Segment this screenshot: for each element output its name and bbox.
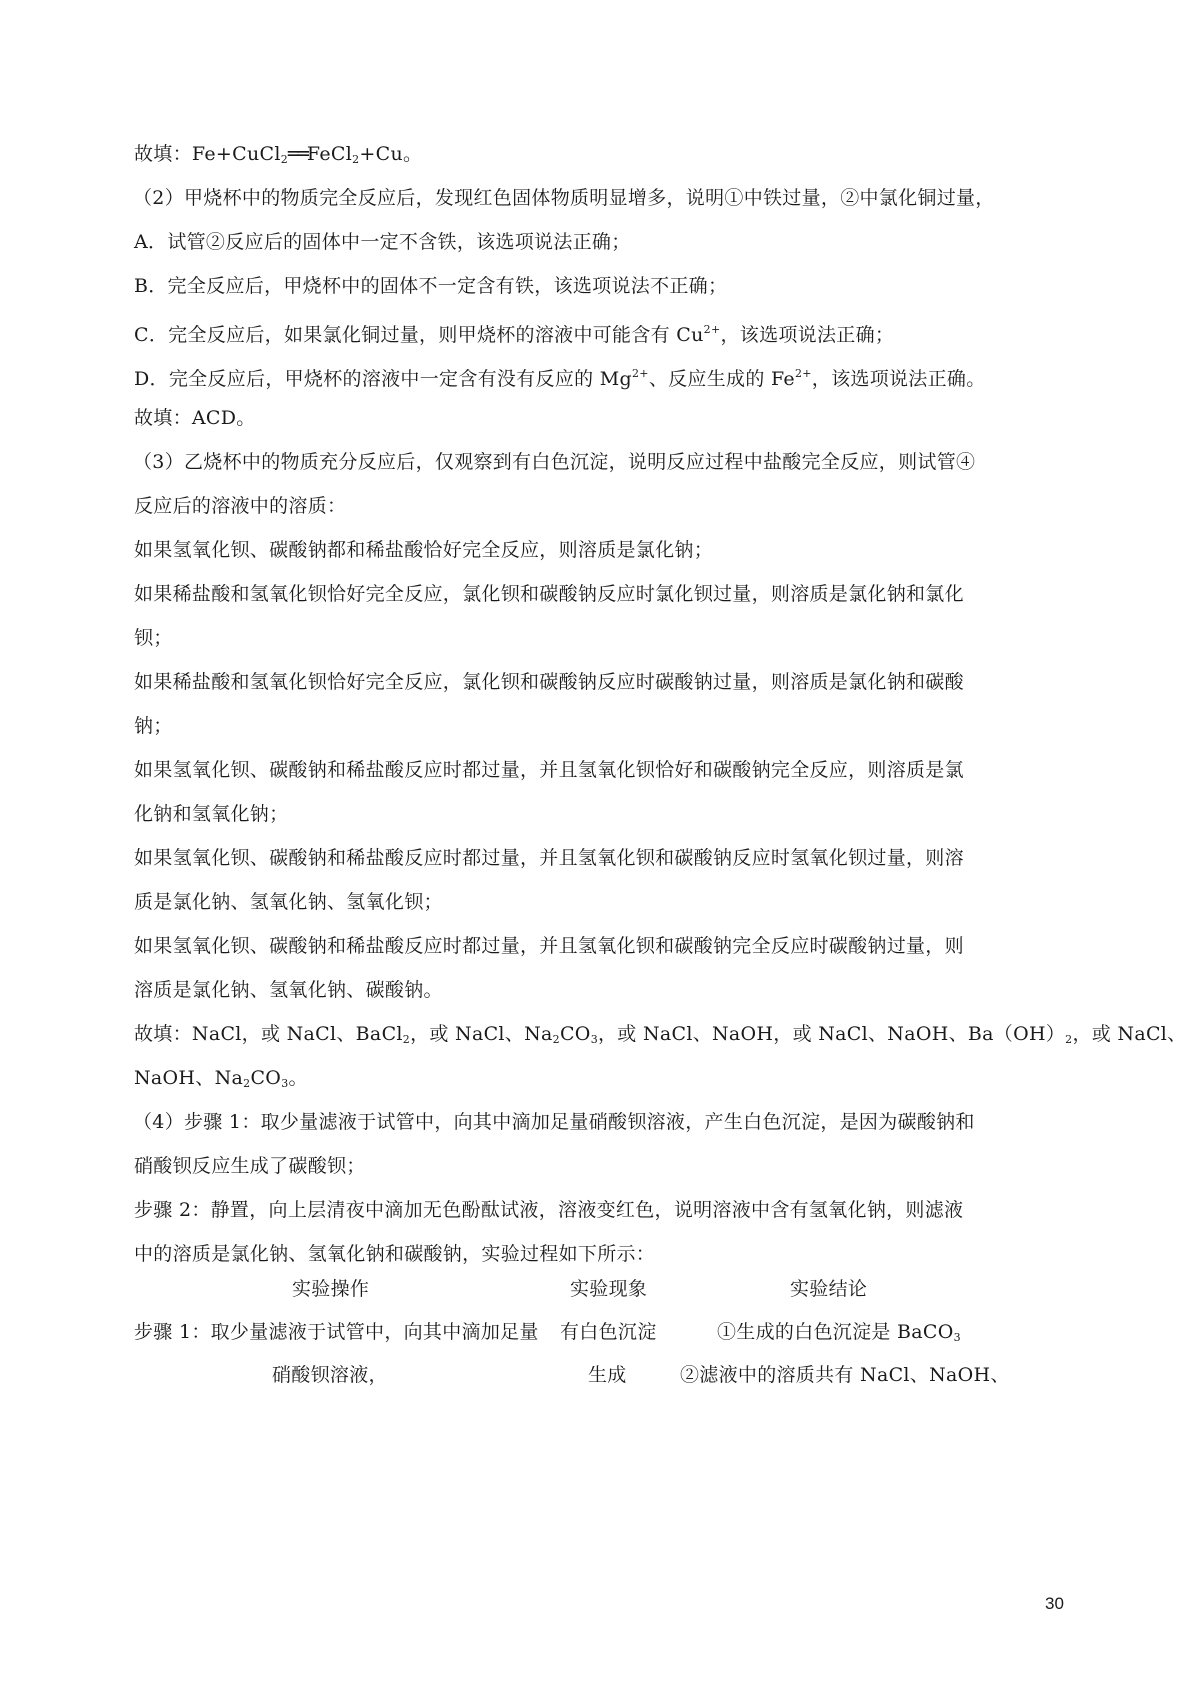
text-segment: 故填：Fe+CuCl — [134, 143, 281, 165]
text-segment: （4）步骤 1：取少量滤液于试管中，向其中滴加足量硝酸钡溶液，产生白色沉淀，是因为碳酸钠和 — [133, 1111, 975, 1133]
text-segment: ，该选项说法正确。 — [811, 368, 986, 390]
text-line-answer-1 — [134, 142, 422, 172]
text-segment: 如果稀盐酸和氢氧化钡恰好完全反应，氯化钡和碳酸钠反应时碳酸钠过量，则溶质是氯化钠和碳酸 — [134, 671, 964, 693]
text-segment: +Cu。 — [359, 143, 423, 165]
text-line-part-4-step1a — [133, 1110, 975, 1134]
text-segment: 、反应生成的 Fe — [648, 368, 795, 390]
text-segment: 硝酸钡反应生成了碳酸钡； — [134, 1155, 366, 1177]
text-segment: 如果氢氧化钡、碳酸钠和稀盐酸反应时都过量，并且氢氧化钡恰好和碳酸钠完全反应，则溶质是氯 — [134, 759, 964, 781]
text-segment: A．试管②反应后的固体中一定不含铁，该选项说法正确； — [134, 231, 631, 253]
text-segment: 故填：NaCl，或 NaCl、BaCl — [134, 1023, 403, 1045]
text-segment: 2 — [552, 1033, 560, 1046]
text-line-part-4-step1b — [134, 1154, 366, 1178]
text-segment: 2+ — [632, 367, 649, 380]
text-segment: 。 — [288, 1067, 308, 1089]
text-segment: 钡； — [134, 627, 173, 649]
text-segment: 如果稀盐酸和氢氧化钡恰好完全反应，氯化钡和碳酸钠反应时氯化钡过量，则溶质是氯化钠和氯化 — [134, 583, 964, 605]
text-line-option-b — [134, 274, 727, 298]
table-header-phenomenon: 实验现象 — [570, 1278, 648, 1300]
text-segment: 2 — [402, 1033, 411, 1046]
text-line-option-a — [134, 230, 631, 254]
text-segment: 故填：ACD。 — [134, 407, 256, 429]
text-line-part-3-intro-1 — [133, 450, 975, 474]
text-segment: NaOH、Na — [134, 1067, 244, 1089]
text-line-case-3a — [134, 670, 964, 694]
table-cell-conclusion-line2: ②滤液中的溶质共有 NaCl、NaOH、 — [680, 1364, 1010, 1386]
text-line-option-c — [134, 318, 894, 347]
text-segment: CO — [250, 1067, 282, 1089]
text-segment: 2 — [1065, 1033, 1073, 1046]
table-header-operation: 实验操作 — [292, 1278, 370, 1300]
text-line-part-4-step2b — [134, 1242, 655, 1266]
text-line-case-2a — [134, 582, 964, 606]
text-line-answer-2 — [134, 406, 256, 430]
text-line-part-2-intro — [133, 186, 995, 210]
text-segment: 3 — [281, 1077, 289, 1090]
page-number: 30 — [1045, 1594, 1064, 1613]
table-cell-phenomenon-line2: 生成 — [588, 1364, 627, 1386]
text-line-case-4b — [134, 802, 288, 826]
text-segment: （3）乙烧杯中的物质充分反应后，仅观察到有白色沉淀，说明反应过程中盐酸完全反应，则试管④ — [133, 451, 976, 473]
text-segment: 2+ — [794, 367, 812, 380]
text-line-case-3b — [134, 714, 173, 738]
text-segment: 步骤 2：静置，向上层清夜中滴加无色酚酞试液，溶液变红色，说明溶液中含有氢氧化钠，则滤液 — [134, 1199, 964, 1221]
text-segment: 质是氯化钠、氢氧化钠、氢氧化钡； — [134, 891, 443, 913]
text-segment: 化钠和氢氧化钠； — [134, 803, 289, 825]
table-cell-operation-line2: 硝酸钡溶液， — [272, 1364, 388, 1386]
text-line-case-5a — [134, 846, 964, 870]
text-line-case-4a — [134, 758, 964, 782]
text-segment: 如果氢氧化钡、碳酸钠和稀盐酸反应时都过量，并且氢氧化钡和碳酸钠反应时氢氧化钡过量，则溶 — [134, 847, 964, 869]
text-segment: B．完全反应后，甲烧杯中的固体不一定含有铁，该选项说法不正确； — [134, 275, 728, 297]
text-segment: D．完全反应后，甲烧杯的溶液中一定含有没有反应的 Mg — [134, 368, 632, 390]
text-segment: ，该选项说法正确； — [720, 324, 895, 346]
text-segment: 如果氢氧化钡、碳酸钠和稀盐酸反应时都过量，并且氢氧化钡和碳酸钠完全反应时碳酸钠过量，则 — [134, 935, 964, 957]
text-segment: C．完全反应后，如果氯化铜过量，则甲烧杯的溶液中可能含有 Cu — [134, 324, 704, 346]
conclusion-line1-sub: 3 — [953, 1331, 961, 1344]
text-segment: ，或 NaCl、Na — [410, 1023, 553, 1045]
text-segment: 溶质是氯化钠、氢氧化钠、碳酸钠。 — [134, 979, 443, 1001]
text-segment: 2 — [243, 1077, 251, 1090]
table-cell-conclusion-line1 — [717, 1320, 961, 1350]
text-line-case-6a — [134, 934, 964, 958]
text-segment: FeCl — [306, 143, 353, 165]
text-line-part-4-step2a — [134, 1198, 963, 1222]
text-line-option-d — [134, 362, 986, 391]
text-segment: 钠； — [134, 715, 173, 737]
text-line-part-3-intro-2 — [134, 494, 346, 518]
table-cell-operation-line1: 步骤 1：取少量滤液于试管中，向其中滴加足量 — [134, 1321, 539, 1343]
text-segment: 如果氢氧化钡、碳酸钠都和稀盐酸恰好完全反应，则溶质是氯化钠； — [134, 539, 714, 561]
text-line-answer-3b — [134, 1066, 308, 1096]
text-segment: （2）甲烧杯中的物质完全反应后，发现红色固体物质明显增多，说明①中铁过量，②中氯化铜过量， — [133, 187, 995, 209]
text-line-case-6b — [134, 978, 443, 1002]
text-line-answer-3a — [134, 1022, 1186, 1052]
text-segment: ，或 NaCl、 — [1072, 1023, 1187, 1045]
text-segment: CO — [559, 1023, 591, 1045]
text-segment: 中的溶质是氯化钠、氢氧化钠和碳酸钠，实验过程如下所示： — [134, 1243, 656, 1265]
text-segment: ，或 NaCl、NaOH，或 NaCl、NaOH、Ba（OH） — [598, 1023, 1066, 1045]
text-line-case-2b — [134, 626, 173, 650]
table-header-conclusion: 实验结论 — [790, 1278, 868, 1300]
text-segment: 2+ — [703, 323, 721, 336]
text-segment: ══ — [288, 143, 307, 165]
text-line-case-1 — [134, 538, 713, 562]
text-segment: 反应后的溶液中的溶质： — [134, 495, 347, 517]
text-segment: 2 — [352, 153, 360, 166]
table-cell-phenomenon-line1: 有白色沉淀 — [560, 1321, 657, 1343]
text-segment: 2 — [280, 153, 289, 166]
text-segment: 3 — [590, 1033, 598, 1046]
conclusion-line1-text: ①生成的白色沉淀是 BaCO — [717, 1321, 954, 1343]
text-line-case-5b — [134, 890, 443, 914]
